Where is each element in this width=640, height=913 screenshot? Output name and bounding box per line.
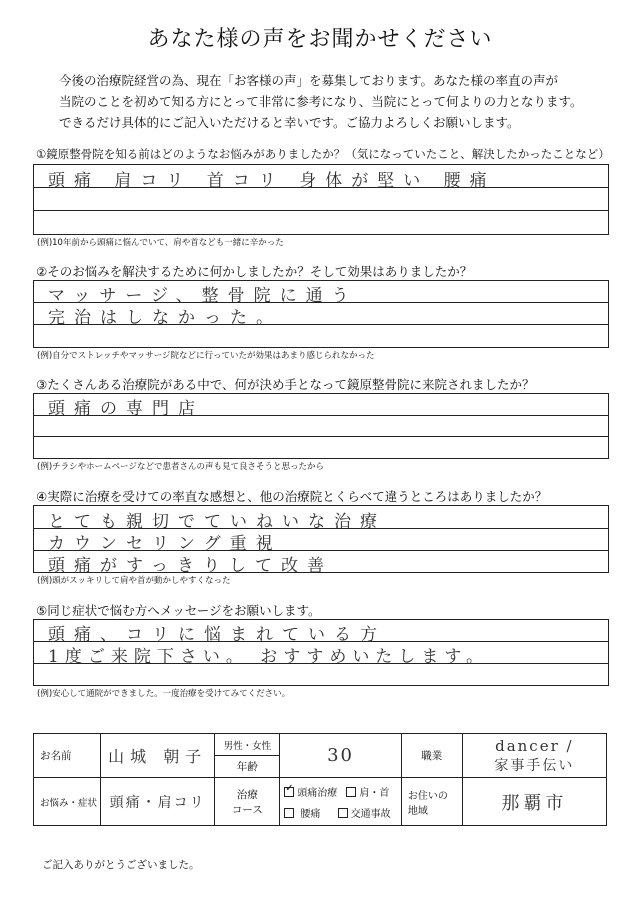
course-option-headache[interactable]: ✓ 頭痛治療 (285, 782, 338, 799)
symptom-value: 頭痛・肩コリ (109, 794, 206, 811)
sex-label: 男性・女性 (223, 740, 272, 752)
personal-info-table (33, 733, 607, 826)
course-option-shoulder-neck[interactable]: 肩・首 (346, 788, 389, 799)
name-field[interactable] (100, 734, 215, 778)
job-value-2: 家事手伝い (494, 757, 575, 774)
question-5-example: (例)安心して通院ができました。一度治療を受けてみてください。 (37, 689, 291, 699)
symptom-label: お悩み・症状 (34, 778, 101, 826)
checkbox-icon (338, 808, 348, 818)
question-5-answer-line-2: 1度ご来院下さい。 おすすめいたします。 (48, 647, 490, 667)
question-3-answer-line-1: 頭痛の専門店 (48, 399, 204, 419)
question-5-answer-box[interactable] (33, 619, 609, 686)
intro-line: 今後の治療院経営の為、現在「お客様の声」を募集しております。あなた様の率直の声が (59, 73, 559, 88)
question-5-answer-line-1: 頭痛、コリに悩まれている方 (48, 625, 386, 645)
question-3-label: ③たくさんある治療院がある中で、何が決め手となって鏡原整骨院に来院されましたか？ (36, 377, 535, 392)
question-4-answer-line-1: とても親切でていねいな治療 (48, 512, 386, 532)
intro-text (59, 70, 619, 133)
question-2-example: (例)自分でストレッチやマッサージ院などに行っていたが効果はあまり感じられなかった (37, 351, 375, 361)
question-5-label: ⑤同じ症状で悩む方へメッセージをお願いします。 (36, 603, 321, 618)
checkbox-checked-icon: ✓ (284, 787, 294, 797)
area-label (401, 778, 462, 826)
job-value-1: dancer / (495, 736, 574, 755)
course-option-lower-back[interactable]: 腰痛 (284, 809, 320, 820)
age-value: 30 (327, 745, 354, 766)
job-label: 職業 (401, 734, 462, 778)
question-4-example: (例)頭がスッキリして肩や首が動かしやすくなった (37, 576, 231, 586)
question-2-answer-line-2: 完治はしなかった。 (48, 308, 282, 328)
age-label: 年齢 (215, 756, 280, 778)
question-1-example: (例)10年前から頭痛に悩んでいて、肩や首なども一緒に辛かった (37, 238, 284, 248)
area-label-line: お住いの (407, 790, 448, 802)
question-1-answer-box[interactable] (33, 164, 609, 235)
question-4-answer-line-3: 頭痛がすっきりして改善 (48, 556, 333, 576)
intro-line: できるだけ具体的にご記入いただけると幸いです。ご協力よろしくお願いします。 (59, 115, 520, 130)
sex-option[interactable] (215, 734, 280, 756)
thanks-text: ご記入ありがとうございました。 (42, 859, 200, 871)
question-4-label: ④実際に治療を受けての率直な感想と、他の治療院とくらべて違うところはありましたか？ (36, 489, 548, 504)
course-label-line: コース (231, 803, 263, 816)
question-1-label: ①鏡原整骨院を知る前はどのようなお悩みがありましたか？（気になっていたこと、解決したかったことなど） (36, 147, 610, 161)
question-3-answer-box[interactable] (33, 393, 609, 459)
course-label-line: 治療 (236, 788, 258, 801)
checkbox-icon (284, 808, 294, 818)
course-option-traffic-accident[interactable]: 交通事故 (338, 809, 391, 820)
course-label (215, 778, 280, 826)
area-value: 那覇市 (501, 792, 568, 814)
question-2-label: ②そのお悩みを解決するために何かしましたか？そして効果はありましたか？ (36, 264, 473, 279)
checkbox-icon (346, 787, 356, 797)
age-field[interactable] (280, 734, 402, 778)
area-field[interactable] (462, 778, 606, 826)
area-label-line: 地域 (407, 805, 428, 817)
course-options (280, 778, 402, 826)
question-4-answer-box[interactable] (33, 505, 609, 576)
question-2-answer-box[interactable] (33, 280, 609, 348)
question-4-answer-line-2: カウンセリング重視 (48, 534, 282, 554)
question-3-example: (例)チラシやホームページなどで患者さんの声も見て良さそうと思ったから (37, 462, 324, 472)
symptom-field[interactable] (100, 778, 215, 826)
page-title: あなた様の声をお聞かせください (147, 27, 493, 52)
name-label: お名前 (34, 734, 101, 778)
question-1-answer-line-1: 頭痛 肩コリ 首コリ 身体が堅い 腰痛 (48, 171, 496, 191)
name-value: 山城 朝子 (108, 747, 208, 766)
question-2-answer-line-1: マッサージ、整骨院に通う (48, 286, 358, 306)
intro-line: 当院のことを初めて知る方にとって非常に参考になり、当院にとって何よりの力となります。 (59, 94, 583, 109)
job-field[interactable] (462, 734, 606, 778)
